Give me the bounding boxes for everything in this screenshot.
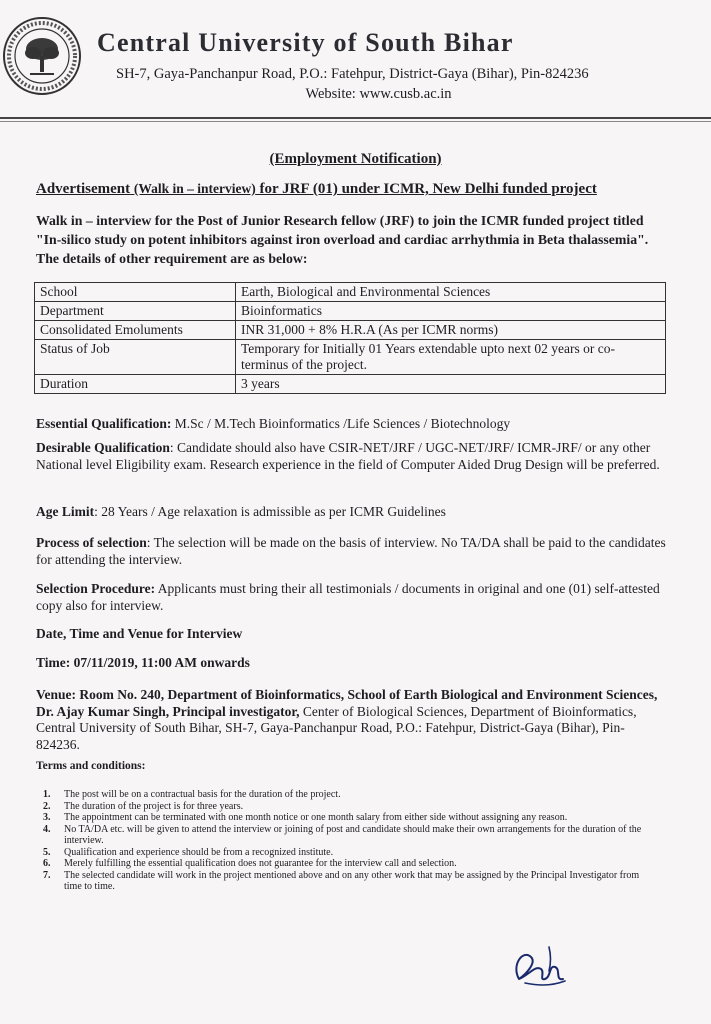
- term-text: The duration of the project is for three years.: [64, 800, 244, 812]
- term-number: 1.: [43, 789, 51, 800]
- university-address: SH-7, Gaya-Panchanpur Road, P.O.: Fatehpur, District-Gaya (Bihar), Pin-824236: [116, 66, 589, 82]
- detail-value: 3 years: [236, 375, 666, 394]
- term-text: Qualification and experience should be from a recognized institute.: [64, 846, 334, 858]
- terms-list: [36, 789, 646, 893]
- notification-title: (Employment Notification): [269, 151, 442, 167]
- desirable-label: Desirable Qualification: [36, 440, 170, 455]
- list-item: [36, 812, 646, 824]
- process-label: Process of selection: [36, 535, 147, 550]
- table-row: [35, 321, 666, 340]
- term-text: The selected candidate will work in the project mentioned above and on any other work that may be assigned by the Principal Investigator from time to time.: [64, 869, 640, 892]
- detail-value: Bioinformatics: [236, 302, 666, 321]
- interview-venue: [36, 687, 666, 753]
- detail-value: Earth, Biological and Environmental Sciences: [236, 283, 666, 302]
- list-item: [36, 847, 646, 859]
- term-text: The appointment can be terminated with one month notice or one month salary from either side without assigning any reason.: [64, 812, 568, 823]
- venue-text: Center of Biological Sciences, Department of Bioinformatics, Central University of South Bihar, SH-7, Gaya-Panchanpur Road, P.O.: Fatehpur, District-Gaya (Bihar), Pin-824236.: [36, 703, 637, 752]
- list-item: [36, 870, 646, 893]
- detail-value: Temporary for Initially 01 Years extendable upto next 02 years or co-terminus of the project.: [236, 340, 666, 375]
- procedure-text: Applicants must bring their all testimonials / documents in original and one (01) self-attested copy also for interview.: [36, 581, 660, 613]
- term-number: 2.: [43, 800, 51, 812]
- advertisement-prefix: Advertisement: [36, 181, 131, 197]
- age-limit: [36, 504, 666, 521]
- age-limit-text: : 28 Years / Age relaxation is admissible as per ICMR Guidelines: [94, 504, 446, 519]
- detail-label: School: [35, 283, 236, 302]
- website-line: [0, 86, 711, 103]
- list-item: [36, 801, 646, 813]
- table-row: [35, 283, 666, 302]
- intro-paragraph: Walk in – interview for the Post of Junior Research fellow (JRF) to join the ICMR funded project titled "In-silico study on potent inhibitors against iron overload and cardiac arrhythmia in Beta thalassemia". The details of other requirement are as below:: [36, 213, 649, 266]
- interview-date-heading: Date, Time and Venue for Interview: [36, 626, 243, 641]
- selection-procedure: [36, 581, 666, 614]
- header-rule-thin: [0, 121, 711, 122]
- term-number: 7.: [43, 869, 51, 881]
- terms-heading: Terms and conditions:: [36, 760, 146, 772]
- detail-label: Duration: [35, 375, 236, 394]
- handwritten-signature: [505, 935, 575, 997]
- website-text: Website: www.cusb.ac.in: [305, 86, 452, 102]
- term-number: 3.: [43, 812, 51, 823]
- list-item: [36, 858, 646, 870]
- essential-text: M.Sc / M.Tech Bioinformatics /Life Sciences / Biotechnology: [174, 416, 511, 431]
- list-item: [36, 824, 646, 847]
- desirable-text: : Candidate should also have CSIR-NET/JRF / UGC-NET/JRF/ ICMR-JRF/ or any other National level Eligibility exam. Research experience in the field of Computer Aided Drug Design will be preferred.: [36, 440, 660, 472]
- detail-label: Consolidated Emoluments: [35, 321, 236, 340]
- advertisement-walkin: (Walk in – interview): [133, 181, 256, 196]
- advertisement-suffix: for JRF (01) under ICMR, New Delhi funded project: [259, 181, 597, 197]
- advertisement-heading: [36, 181, 696, 198]
- term-number: 5.: [43, 846, 51, 858]
- interview-time: Time: 07/11/2019, 11:00 AM onwards: [36, 655, 250, 670]
- list-item: [36, 789, 646, 801]
- essential-qualification: [36, 416, 666, 433]
- table-row: [35, 340, 666, 375]
- table-row: [35, 375, 666, 394]
- university-name: Central University of South Bihar: [97, 28, 514, 57]
- header-rule: [0, 117, 711, 119]
- term-text: Merely fulfilling the essential qualification does not guarantee for the interview call and selection.: [64, 858, 457, 869]
- detail-label: Status of Job: [35, 340, 236, 375]
- essential-label: Essential Qualification:: [36, 416, 172, 431]
- term-text: The post will be on a contractual basis for the duration of the project.: [64, 789, 341, 800]
- process-of-selection: [36, 535, 666, 568]
- term-text: No TA/DA etc. will be given to attend the interview or joining of post and candidate should make their own arrangements for the duration of the interview.: [64, 823, 642, 846]
- detail-label: Department: [35, 302, 236, 321]
- process-text: : The selection will be made on the basis of interview. No TA/DA shall be paid to the candidates for attending the interview.: [36, 535, 666, 567]
- venue-bold: Venue: Room No. 240, Department of Bioinformatics, School of Earth Biological and Environment Sciences, Dr. Ajay Kumar Singh, Principal investigator,: [36, 687, 658, 719]
- detail-value: INR 31,000 + 8% H.R.A (As per ICMR norms): [236, 321, 666, 340]
- term-number: 4.: [43, 823, 51, 835]
- term-number: 6.: [43, 858, 51, 869]
- table-row: [35, 302, 666, 321]
- desirable-qualification: [36, 440, 666, 473]
- job-details-table: [34, 282, 666, 394]
- university-seal-logo: [2, 16, 82, 96]
- procedure-label: Selection Procedure:: [36, 581, 156, 596]
- age-limit-label: Age Limit: [36, 504, 95, 519]
